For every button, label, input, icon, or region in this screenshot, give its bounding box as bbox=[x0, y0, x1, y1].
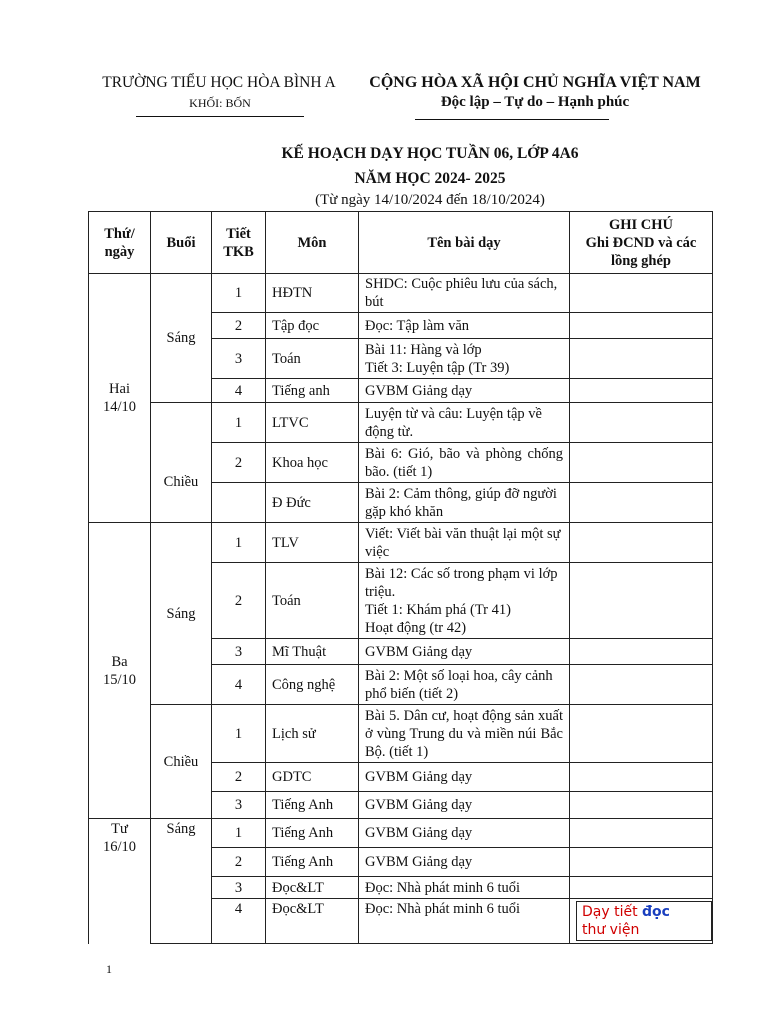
subject-cell: Mĩ Thuật bbox=[266, 639, 359, 665]
session-cell: Chiều bbox=[151, 403, 212, 523]
note-cell bbox=[570, 403, 713, 443]
period-cell: 1 bbox=[212, 705, 266, 763]
lesson-cell: GVBM Giảng dạy bbox=[359, 792, 570, 819]
header-left-rule bbox=[136, 116, 304, 117]
col-header-day: Thứ/ ngày bbox=[89, 212, 151, 274]
period-cell: 3 bbox=[212, 339, 266, 379]
subject-cell: HĐTN bbox=[266, 274, 359, 313]
table-row bbox=[89, 819, 713, 848]
table-row bbox=[89, 274, 713, 313]
library-note-part3: thư viện bbox=[582, 922, 640, 938]
period-cell: 4 bbox=[212, 665, 266, 705]
subject-cell: Toán bbox=[266, 339, 359, 379]
subject-cell: Tiếng Anh bbox=[266, 848, 359, 877]
subject-cell: TLV bbox=[266, 523, 359, 563]
schedule-table bbox=[88, 211, 713, 944]
day-name: Tư bbox=[111, 821, 128, 837]
day-date: 14/10 bbox=[102, 399, 137, 415]
lesson-cell: Đọc: Nhà phát minh 6 tuổi bbox=[359, 877, 570, 899]
note-cell bbox=[570, 563, 713, 639]
subject-cell: Lịch sử bbox=[266, 705, 359, 763]
period-cell: 4 bbox=[212, 379, 266, 403]
school-name: TRƯỜNG TIỂU HỌC HÒA BÌNH A bbox=[102, 74, 336, 91]
session-cell: Sáng bbox=[151, 819, 212, 944]
subject-cell: Đọc&LT bbox=[266, 899, 359, 944]
note-cell bbox=[570, 523, 713, 563]
lesson-cell: GVBM Giảng dạy bbox=[359, 379, 570, 403]
note-header-line1: GHI CHÚ bbox=[608, 216, 674, 233]
period-cell: 3 bbox=[212, 792, 266, 819]
lesson-cell: Bài 6: Gió, bão và phòng chống bão. (tiết 1) bbox=[359, 443, 570, 483]
table-header-row bbox=[89, 212, 713, 274]
period-cell: 2 bbox=[212, 443, 266, 483]
period-cell: 4 bbox=[212, 899, 266, 944]
lesson-cell: Bài 5. Dân cư, hoạt động sản xuất ở vùng Trung du và miền núi Bắc Bộ. (tiết 1) bbox=[359, 705, 570, 763]
lesson-cell: Luyện từ và câu: Luyện tập về động từ. bbox=[359, 403, 570, 443]
subject-cell: Đọc&LT bbox=[266, 877, 359, 899]
note-cell bbox=[570, 665, 713, 705]
session-cell: Sáng bbox=[151, 274, 212, 403]
subject-cell: Đ Đức bbox=[266, 483, 359, 523]
note-cell bbox=[570, 819, 713, 848]
note-cell bbox=[570, 443, 713, 483]
note-cell bbox=[570, 274, 713, 313]
col-header-period: Tiết TKB bbox=[212, 212, 266, 274]
subject-cell: GDTC bbox=[266, 763, 359, 792]
subject-cell: Công nghệ bbox=[266, 665, 359, 705]
lesson-cell: SHDC: Cuộc phiêu lưu của sách, bút bbox=[359, 274, 570, 313]
day-name: Hai bbox=[109, 381, 130, 397]
page-number: 1 bbox=[106, 962, 112, 976]
note-cell bbox=[570, 705, 713, 763]
plan-title: KẾ HOẠCH DẠY HỌC TUẦN 06, LỚP 4A6 bbox=[281, 145, 579, 162]
lesson-cell: Bài 12: Các số trong phạm vi lớp triệu. Tiết 1: Khám phá (Tr 41) Hoạt động (tr 42) bbox=[359, 563, 570, 639]
subject-cell: Toán bbox=[266, 563, 359, 639]
period-cell: 3 bbox=[212, 639, 266, 665]
period-cell: 2 bbox=[212, 313, 266, 339]
note-cell bbox=[570, 763, 713, 792]
table-row bbox=[89, 523, 713, 563]
school-year: NĂM HỌC 2024- 2025 bbox=[354, 170, 506, 187]
note-cell bbox=[570, 848, 713, 877]
session-cell: Sáng bbox=[151, 523, 212, 705]
note-cell bbox=[570, 313, 713, 339]
lesson-cell: Viết: Viết bài văn thuật lại một sự việc bbox=[359, 523, 570, 563]
note-cell bbox=[570, 877, 713, 899]
country-name: CỘNG HÒA XÃ HỘI CHỦ NGHĨA VIỆT NAM bbox=[369, 74, 701, 91]
lesson-cell: GVBM Giảng dạy bbox=[359, 848, 570, 877]
subject-cell: Khoa học bbox=[266, 443, 359, 483]
lesson-cell: Bài 2: Một số loại hoa, cây cảnh phổ biến (tiết 2) bbox=[359, 665, 570, 705]
lesson-cell: Đọc: Nhà phát minh 6 tuổi bbox=[359, 899, 570, 944]
period-cell: 2 bbox=[212, 763, 266, 792]
subject-cell: Tiếng Anh bbox=[266, 819, 359, 848]
period-cell: 2 bbox=[212, 848, 266, 877]
note-cell bbox=[570, 792, 713, 819]
table-row bbox=[89, 705, 713, 763]
col-header-note bbox=[570, 212, 713, 274]
note-cell bbox=[570, 899, 713, 944]
period-cell bbox=[212, 483, 266, 523]
col-header-lesson: Tên bài dạy bbox=[359, 212, 570, 274]
period-cell: 1 bbox=[212, 819, 266, 848]
lesson-cell: Đọc: Tập làm văn bbox=[359, 313, 570, 339]
subject-cell: Tập đọc bbox=[266, 313, 359, 339]
lesson-cell: GVBM Giảng dạy bbox=[359, 639, 570, 665]
library-note bbox=[576, 901, 712, 941]
period-cell: 1 bbox=[212, 274, 266, 313]
period-cell: 1 bbox=[212, 523, 266, 563]
lesson-cell: GVBM Giảng dạy bbox=[359, 819, 570, 848]
session-cell: Chiều bbox=[151, 705, 212, 819]
day-date: 16/10 bbox=[102, 839, 137, 855]
note-cell bbox=[570, 483, 713, 523]
col-header-subject: Môn bbox=[266, 212, 359, 274]
lesson-cell: Bài 2: Cảm thông, giúp đỡ người gặp khó khăn bbox=[359, 483, 570, 523]
period-cell: 2 bbox=[212, 563, 266, 639]
grade-block: KHỐI: BỐN bbox=[189, 96, 251, 110]
subject-cell: Tiếng Anh bbox=[266, 792, 359, 819]
col-header-session: Buổi bbox=[151, 212, 212, 274]
motto: Độc lập – Tự do – Hạnh phúc bbox=[440, 94, 630, 110]
note-cell bbox=[570, 639, 713, 665]
date-range: (Từ ngày 14/10/2024 đến 18/10/2024) bbox=[315, 192, 545, 208]
note-cell bbox=[570, 339, 713, 379]
subject-cell: LTVC bbox=[266, 403, 359, 443]
header-right-rule bbox=[415, 119, 609, 120]
day-name: Ba bbox=[111, 653, 128, 670]
note-cell bbox=[570, 379, 713, 403]
lesson-cell: GVBM Giảng dạy bbox=[359, 763, 570, 792]
library-note-highlight: đọc bbox=[642, 904, 670, 920]
lesson-cell: Bài 11: Hàng và lớp Tiết 3: Luyện tập (Tr 39) bbox=[359, 339, 570, 379]
period-cell: 1 bbox=[212, 403, 266, 443]
day-date: 15/10 bbox=[102, 671, 137, 688]
day-cell bbox=[89, 274, 151, 523]
day-cell bbox=[89, 523, 151, 819]
table-row bbox=[89, 403, 713, 443]
library-note-part1: Dạy tiết bbox=[582, 904, 643, 920]
day-cell bbox=[89, 819, 151, 944]
subject-cell: Tiếng anh bbox=[266, 379, 359, 403]
note-header-line2: Ghi ĐCND và các lồng ghép bbox=[585, 234, 697, 269]
period-cell: 3 bbox=[212, 877, 266, 899]
